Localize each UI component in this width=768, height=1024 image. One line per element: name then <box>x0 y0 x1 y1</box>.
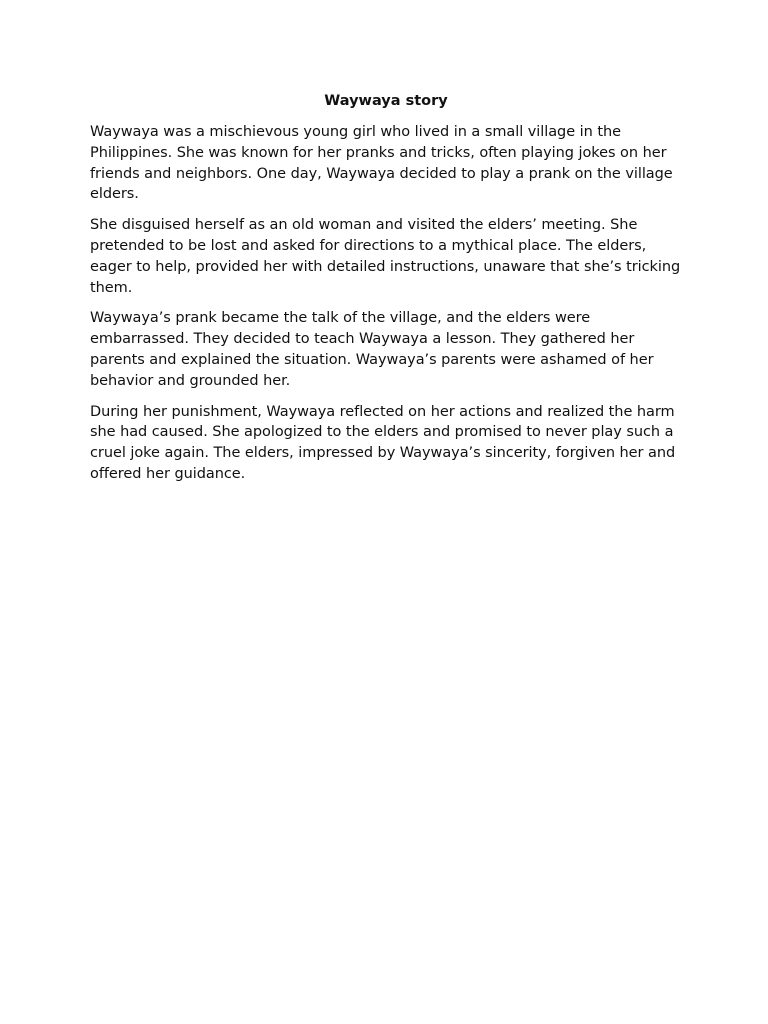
paragraph-2: She disguised herself as an old woman and visited the elders’ meeting. She pretended to be lost and asked for directions to a mythical place. The elders, eager to help, provided her with detailed instructions, unaware that she’s tricking them. <box>90 217 681 296</box>
document-body <box>90 91 682 495</box>
paragraph-3: Waywaya’s prank became the talk of the village, and the elders were embarrassed. They decided to teach Waywaya a lesson. They gathered her parents and explained the situation. Waywaya’s parents were ashamed of her behavior and grounded her. <box>90 310 654 389</box>
document-title: Waywaya story <box>324 93 448 109</box>
paragraph-4: During her punishment, Waywaya reflected on her actions and realized the harm she had caused. She apologized to the elders and promised to never play such a cruel joke again. The elders, impressed by Waywaya’s sincerity, forgiven her and offered her guidance. <box>90 403 676 482</box>
paragraph-1: Waywaya was a mischievous young girl who lived in a small village in the Philippines. She was known for her pranks and tricks, often playing jokes on her friends and neighbors. One day, Waywaya decided to play a prank on the village elders. <box>90 124 673 203</box>
